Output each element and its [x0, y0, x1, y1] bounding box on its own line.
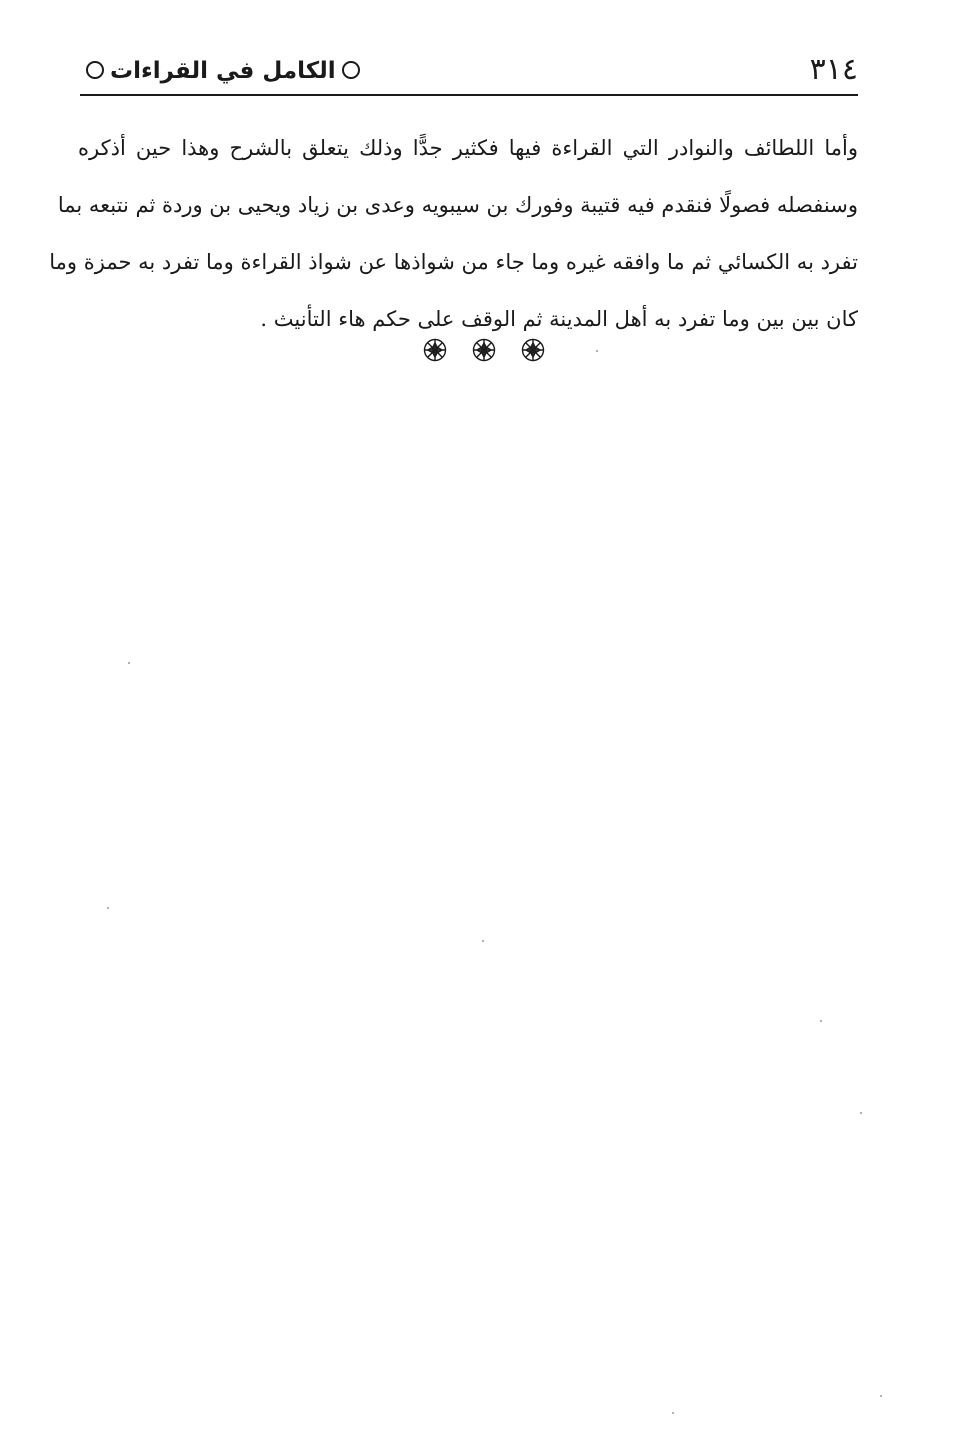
scan-speck — [107, 907, 109, 909]
scan-speck — [820, 1020, 822, 1022]
scan-speck — [482, 940, 484, 942]
text-line: وأما اللطائف والنوادر التي القراءة فيها فكثير جدًّا وذلك يتعلق بالشرح وهذا حين أذكره — [78, 136, 858, 160]
rosette-ornament-icon — [423, 338, 447, 362]
circle-marker-icon — [86, 61, 104, 79]
circle-marker-icon — [342, 61, 360, 79]
section-end-ornaments — [0, 338, 968, 362]
text-line: كان بين بين وما تفرد به أهل المدينة ثم الوقف على حكم هاء التأنيث . — [260, 307, 858, 331]
scan-speck — [596, 350, 598, 352]
scan-speck — [860, 1112, 862, 1114]
scan-speck — [128, 662, 130, 664]
rosette-ornament-icon — [472, 338, 496, 362]
rosette-ornament-icon — [521, 338, 545, 362]
running-title — [80, 54, 366, 88]
running-title-text: الكامل في القراءات — [110, 58, 336, 84]
text-line: تفرد به الكسائي ثم ما وافقه غيره وما جاء من شواذها عن شواذ القراءة وما تفرد به حمزة وما — [49, 250, 858, 274]
body-paragraph — [49, 120, 858, 348]
text-line: وسنفصله فصولًا فنقدم فيه قتيبة وفورك بن سيبويه وعدى بن زياد ويحيى بن وردة ثم نتبعه بما — [57, 193, 858, 217]
page-header — [80, 50, 858, 94]
header-rule — [80, 94, 858, 96]
scan-speck — [880, 1395, 882, 1397]
page-number: ٣١٤ — [809, 52, 858, 87]
scan-speck — [672, 1412, 674, 1414]
